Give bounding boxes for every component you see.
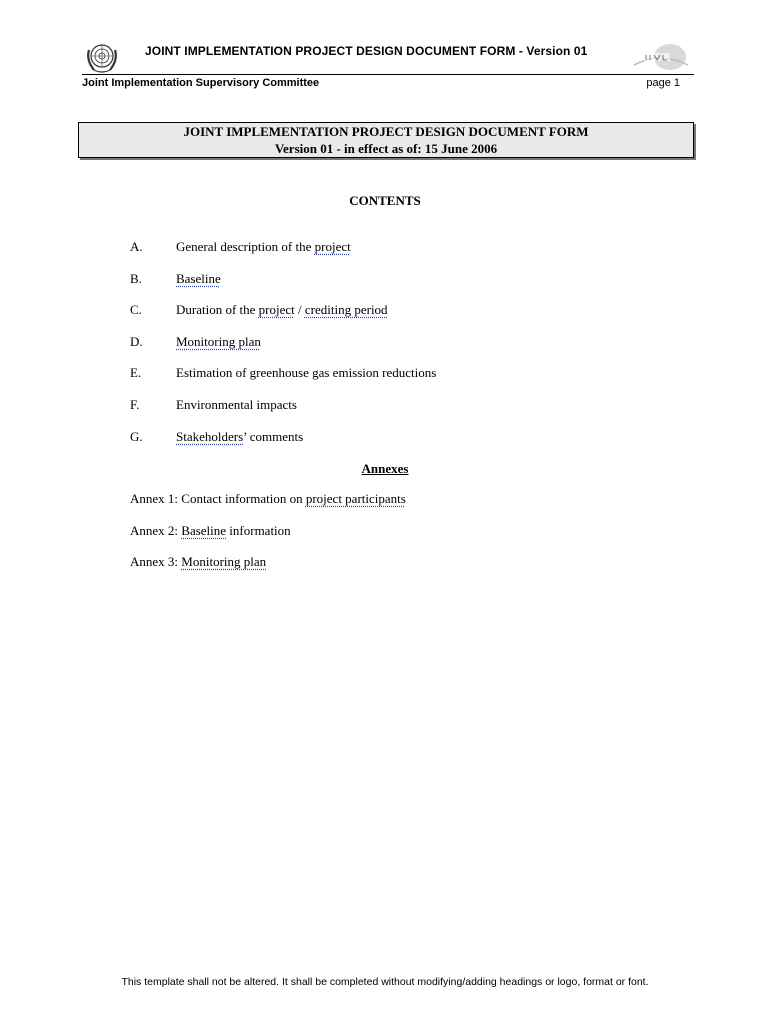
item-text: General description of the project bbox=[176, 239, 351, 254]
form-version: Version 01 - in effect as of: 15 June 2006 bbox=[274, 141, 498, 156]
header-rule bbox=[82, 74, 694, 75]
annex-item: Annex 2: Baseline information bbox=[130, 522, 291, 538]
item-text: Baseline bbox=[176, 270, 221, 286]
form-title-box bbox=[78, 122, 694, 158]
header-title: JOINT IMPLEMENTATION PROJECT DESIGN DOCUMENT FORM - Version 01 bbox=[145, 44, 588, 58]
page-number: page 1 bbox=[646, 77, 680, 89]
annex-list bbox=[130, 491, 406, 586]
item-letter: D. bbox=[130, 333, 143, 349]
item-letter: G. bbox=[130, 428, 143, 444]
contents-heading: CONTENTS bbox=[349, 193, 421, 208]
unfccc-logo bbox=[630, 43, 692, 75]
committee-name: Joint Implementation Supervisory Committee bbox=[82, 77, 320, 89]
item-letter: E. bbox=[130, 365, 142, 381]
annex-item: Annex 1: Contact information on project participants bbox=[130, 491, 406, 506]
item-text: Stakeholders’ comments bbox=[176, 428, 304, 444]
annexes-heading: Annexes bbox=[361, 461, 409, 476]
un-emblem-icon bbox=[84, 40, 120, 76]
item-text: Environmental impacts bbox=[176, 396, 297, 412]
item-letter: C. bbox=[130, 302, 142, 318]
item-letter: F. bbox=[130, 396, 140, 412]
annex-item: Annex 3: Monitoring plan bbox=[130, 554, 267, 570]
item-text: Monitoring plan bbox=[176, 333, 261, 349]
footer-note: This template shall not be altered. It shall be completed without modifying/adding headings or logo, format or font. bbox=[121, 976, 649, 988]
form-title: JOINT IMPLEMENTATION PROJECT DESIGN DOCUMENT FORM bbox=[183, 124, 589, 139]
item-text: Duration of the project / crediting period bbox=[176, 302, 388, 318]
item-letter: B. bbox=[130, 270, 142, 286]
item-text: Estimation of greenhouse gas emission reductions bbox=[176, 365, 437, 381]
item-letter: A. bbox=[130, 239, 143, 254]
